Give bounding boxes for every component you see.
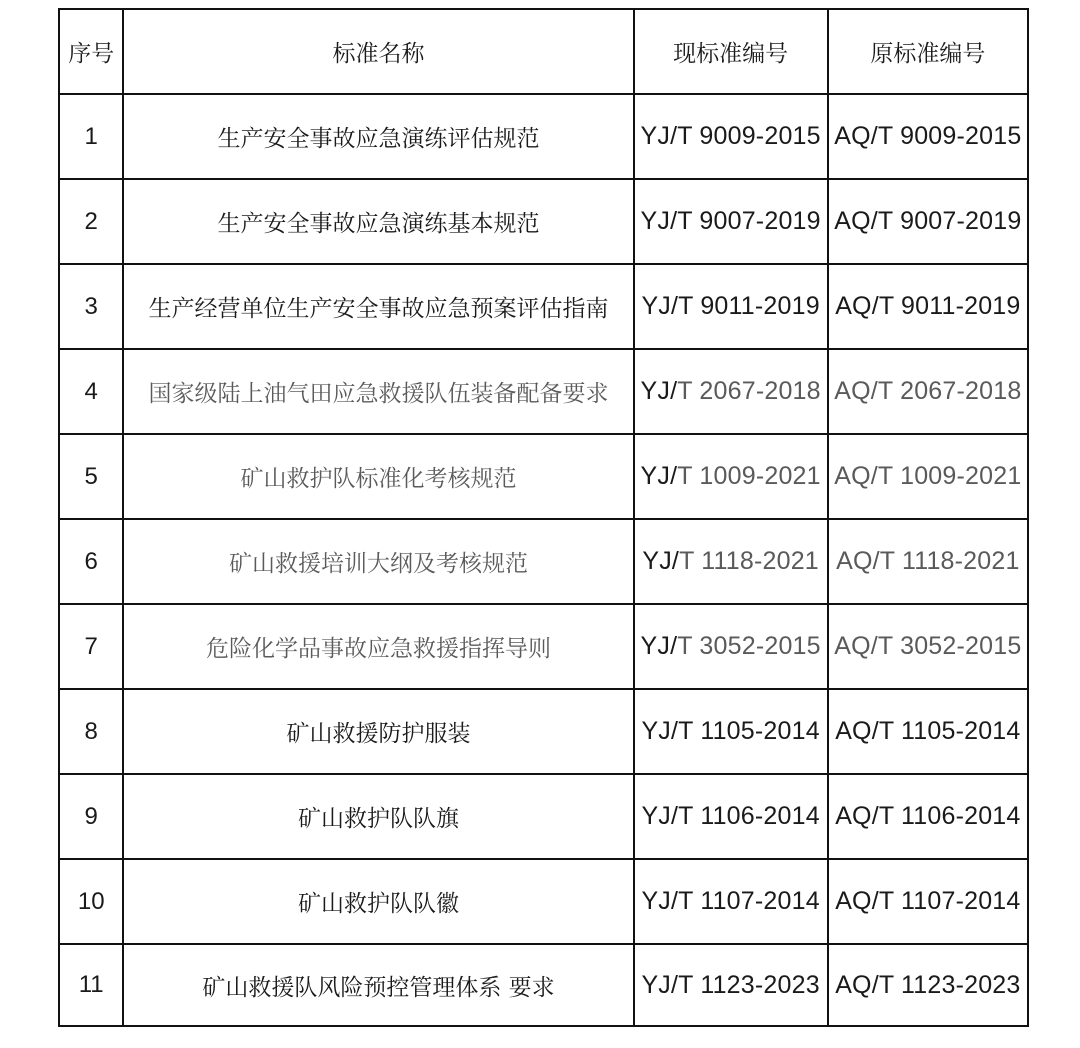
table-row: [59, 264, 1028, 349]
table-row: [59, 519, 1028, 604]
standard-name: 矿山救护队标准化考核规范: [123, 434, 633, 519]
current-code-prefix: YJ/T: [641, 887, 694, 915]
standard-name: 矿山救援队风险预控管理体系 要求: [123, 944, 633, 1026]
header-row: [59, 9, 1028, 94]
current-code: [634, 604, 828, 689]
row-number: 7: [59, 604, 123, 689]
row-number: 2: [59, 179, 123, 264]
table-row: [59, 604, 1028, 689]
original-code: AQ/T 2067-2018: [828, 349, 1028, 434]
standard-name: 生产经营单位生产安全事故应急预案评估指南: [123, 264, 633, 349]
current-code-number: 9009-2015: [692, 122, 821, 150]
table-row: [59, 944, 1028, 1026]
current-code-prefix: YJ/: [642, 547, 680, 575]
row-number: 11: [59, 944, 123, 1026]
table-row: [59, 94, 1028, 179]
current-code: [634, 689, 828, 774]
current-code-number: T 3052-2015: [677, 632, 821, 660]
standard-name: 生产安全事故应急演练评估规范: [123, 94, 633, 179]
row-number: 10: [59, 859, 123, 944]
header-original-code: 原标准编号: [828, 9, 1028, 94]
standard-name: 国家级陆上油气田应急救援队伍装备配备要求: [123, 349, 633, 434]
row-number: 4: [59, 349, 123, 434]
row-number: 6: [59, 519, 123, 604]
current-code: [634, 859, 828, 944]
current-code: [634, 774, 828, 859]
original-code: AQ/T 1107-2014: [828, 859, 1028, 944]
current-code-number: T 2067-2018: [677, 377, 821, 405]
current-code: [634, 179, 828, 264]
standard-name: 生产安全事故应急演练基本规范: [123, 179, 633, 264]
row-number: 9: [59, 774, 123, 859]
current-code-number: 9007-2019: [692, 207, 821, 235]
current-code-prefix: YJ/: [640, 632, 678, 660]
original-code: AQ/T 1105-2014: [828, 689, 1028, 774]
current-code: [634, 944, 828, 1026]
current-code: [634, 94, 828, 179]
row-number: 1: [59, 94, 123, 179]
current-code-number: 9011-2019: [693, 292, 820, 320]
current-code-prefix: YJ/: [640, 462, 678, 490]
table-row: [59, 774, 1028, 859]
header-no: 序号: [59, 9, 123, 94]
original-code: AQ/T 9009-2015: [828, 94, 1028, 179]
table-row: [59, 434, 1028, 519]
current-code: [634, 434, 828, 519]
current-code-number: 1105-2014: [693, 717, 820, 745]
current-code-prefix: YJ/T: [641, 802, 694, 830]
current-code-number: 1123-2023: [693, 970, 820, 999]
standard-name: 矿山救护队队旗: [123, 774, 633, 859]
current-code: [634, 264, 828, 349]
table-row: [59, 349, 1028, 434]
original-code: AQ/T 1106-2014: [828, 774, 1028, 859]
current-code-prefix: YJ/T: [641, 717, 694, 745]
original-code: AQ/T 1118-2021: [828, 519, 1028, 604]
current-code-prefix: YJ/T: [640, 122, 693, 150]
row-number: 3: [59, 264, 123, 349]
original-code: AQ/T 9011-2019: [828, 264, 1028, 349]
current-code: [634, 349, 828, 434]
current-code-number: T 1118-2021: [679, 547, 819, 575]
standards-table: [58, 8, 1029, 1027]
current-code: [634, 519, 828, 604]
original-code: AQ/T 9007-2019: [828, 179, 1028, 264]
row-number: 8: [59, 689, 123, 774]
standard-name: 矿山救援培训大纲及考核规范: [123, 519, 633, 604]
header-name: 标准名称: [123, 9, 633, 94]
current-code-prefix: YJ/T: [640, 207, 693, 235]
table-row: [59, 179, 1028, 264]
header-current-code: 现标准编号: [634, 9, 828, 94]
standard-name: 危险化学品事故应急救援指挥导则: [123, 604, 633, 689]
original-code: AQ/T 3052-2015: [828, 604, 1028, 689]
original-code: AQ/T 1009-2021: [828, 434, 1028, 519]
current-code-prefix: YJ/T: [641, 292, 694, 320]
current-code-number: 1107-2014: [693, 887, 820, 915]
current-code-number: T 1009-2021: [677, 462, 821, 490]
original-code: AQ/T 1123-2023: [828, 944, 1028, 1026]
current-code-number: 1106-2014: [693, 802, 820, 830]
standard-name: 矿山救援防护服装: [123, 689, 633, 774]
table-row: [59, 689, 1028, 774]
current-code-prefix: YJ/T: [641, 970, 694, 999]
current-code-prefix: YJ/: [640, 377, 678, 405]
table-row: [59, 859, 1028, 944]
standard-name: 矿山救护队队徽: [123, 859, 633, 944]
row-number: 5: [59, 434, 123, 519]
